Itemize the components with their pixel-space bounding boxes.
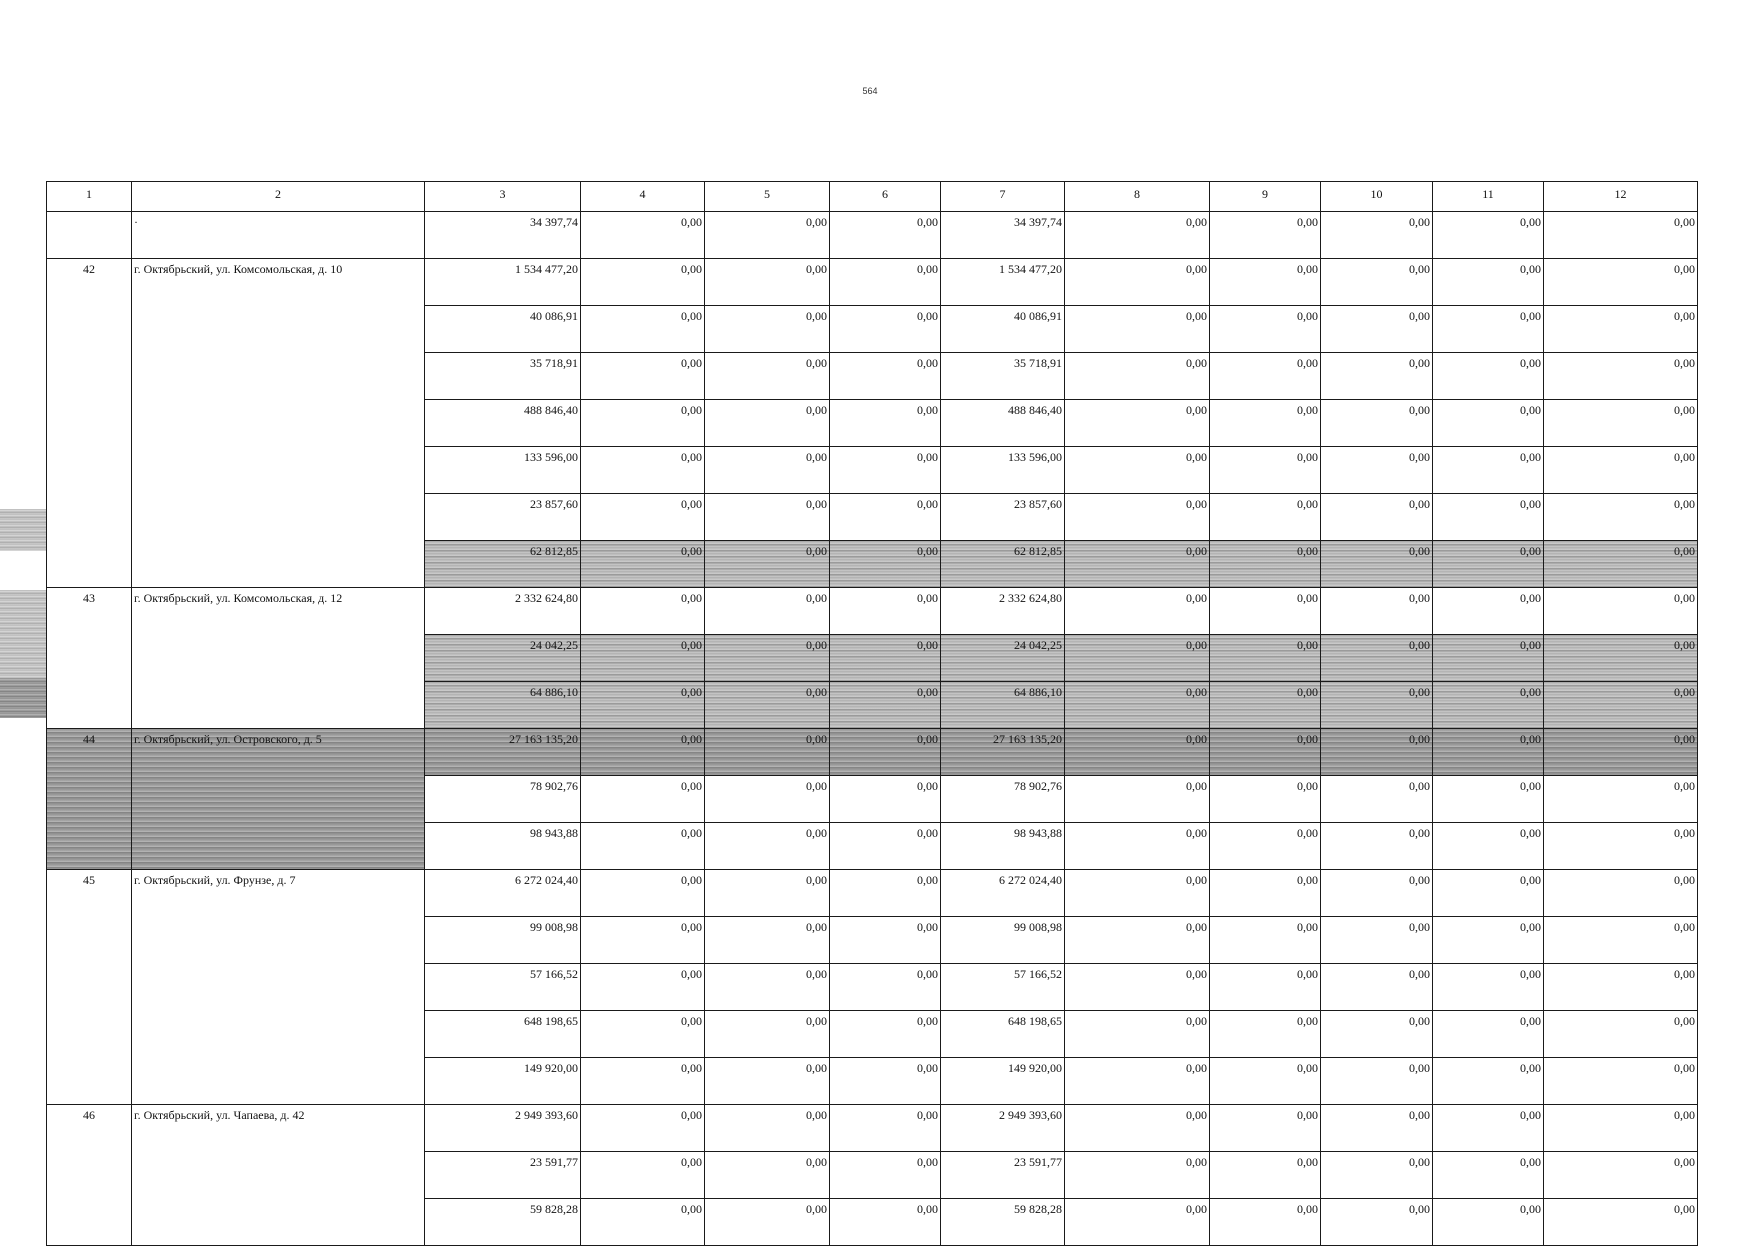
value-cell: 0,00 (1433, 635, 1544, 682)
value-cell: 0,00 (581, 823, 705, 870)
value-cell: 0,00 (1433, 964, 1544, 1011)
column-header: 6 (830, 182, 941, 212)
value-cell: 0,00 (1321, 494, 1433, 541)
value-cell: 0,00 (1065, 541, 1210, 588)
value-cell: 0,00 (830, 729, 941, 776)
value-cell: 0,00 (1065, 964, 1210, 1011)
table-row (47, 1105, 1698, 1152)
column-header: 11 (1433, 182, 1544, 212)
value-cell: 0,00 (1065, 400, 1210, 447)
row-number-cell (47, 212, 132, 259)
value-cell: 0,00 (581, 964, 705, 1011)
value-cell: 0,00 (1210, 917, 1321, 964)
value-cell: 0,00 (830, 635, 941, 682)
value-cell: 0,00 (1433, 1199, 1544, 1246)
value-cell: 0,00 (830, 1058, 941, 1105)
value-cell: 0,00 (1065, 259, 1210, 306)
value-cell: 64 886,10 (425, 682, 581, 729)
value-cell: 0,00 (830, 541, 941, 588)
value-cell: 0,00 (1321, 823, 1433, 870)
value-cell: 0,00 (830, 1152, 941, 1199)
value-cell: 0,00 (705, 1058, 830, 1105)
value-cell: 0,00 (830, 212, 941, 259)
value-cell: 0,00 (1544, 729, 1698, 776)
scan-shade-left (0, 590, 46, 678)
value-cell: 0,00 (1433, 776, 1544, 823)
value-cell: 0,00 (830, 1199, 941, 1246)
data-table (46, 181, 1698, 1246)
value-cell: 0,00 (705, 588, 830, 635)
scan-shade-left (0, 509, 46, 551)
address-cell: г. Октябрьский, ул. Островского, д. 5 (132, 729, 425, 870)
value-cell: 62 812,85 (941, 541, 1065, 588)
value-cell: 648 198,65 (941, 1011, 1065, 1058)
value-cell: 0,00 (581, 400, 705, 447)
value-cell: 0,00 (705, 259, 830, 306)
value-cell: 0,00 (1433, 212, 1544, 259)
value-cell: 0,00 (1210, 447, 1321, 494)
value-cell: 0,00 (1433, 588, 1544, 635)
value-cell: 0,00 (1544, 1105, 1698, 1152)
value-cell: 0,00 (1433, 447, 1544, 494)
value-cell: 0,00 (705, 400, 830, 447)
value-cell: 0,00 (705, 917, 830, 964)
value-cell: 0,00 (581, 1011, 705, 1058)
value-cell: 0,00 (1210, 1058, 1321, 1105)
value-cell: 0,00 (1544, 1058, 1698, 1105)
value-cell: 0,00 (1544, 776, 1698, 823)
value-cell: 0,00 (830, 682, 941, 729)
column-header: 8 (1065, 182, 1210, 212)
value-cell: 0,00 (1544, 1152, 1698, 1199)
value-cell: 0,00 (830, 1011, 941, 1058)
value-cell: 0,00 (705, 1011, 830, 1058)
value-cell: 0,00 (1321, 1011, 1433, 1058)
value-cell: 0,00 (1065, 494, 1210, 541)
value-cell: 0,00 (581, 541, 705, 588)
table-row (47, 588, 1698, 635)
value-cell: 0,00 (1544, 306, 1698, 353)
value-cell: 0,00 (830, 964, 941, 1011)
value-cell: 0,00 (1210, 494, 1321, 541)
table-row (47, 259, 1698, 306)
value-cell: 0,00 (1065, 212, 1210, 259)
value-cell: 35 718,91 (425, 353, 581, 400)
value-cell: 0,00 (830, 306, 941, 353)
page-number: 564 (862, 86, 878, 96)
column-header: 3 (425, 182, 581, 212)
value-cell: 0,00 (1210, 1105, 1321, 1152)
value-cell: 98 943,88 (425, 823, 581, 870)
value-cell: 0,00 (705, 823, 830, 870)
value-cell: 0,00 (705, 1152, 830, 1199)
value-cell: 0,00 (1065, 1011, 1210, 1058)
value-cell: 0,00 (1065, 917, 1210, 964)
value-cell: 648 198,65 (425, 1011, 581, 1058)
value-cell: 0,00 (581, 917, 705, 964)
value-cell: 0,00 (705, 1199, 830, 1246)
value-cell: 0,00 (1210, 259, 1321, 306)
value-cell: 59 828,28 (425, 1199, 581, 1246)
value-cell: 34 397,74 (941, 212, 1065, 259)
value-cell: 0,00 (830, 917, 941, 964)
value-cell: 99 008,98 (425, 917, 581, 964)
value-cell: 0,00 (1544, 964, 1698, 1011)
value-cell: 6 272 024,40 (425, 870, 581, 917)
address-cell: · (132, 212, 425, 259)
value-cell: 0,00 (1321, 259, 1433, 306)
value-cell: 0,00 (1065, 1199, 1210, 1246)
value-cell: 0,00 (1065, 1058, 1210, 1105)
value-cell: 0,00 (1210, 729, 1321, 776)
value-cell: 2 332 624,80 (425, 588, 581, 635)
value-cell: 0,00 (1544, 259, 1698, 306)
value-cell: 59 828,28 (941, 1199, 1065, 1246)
value-cell: 0,00 (1433, 400, 1544, 447)
value-cell: 133 596,00 (425, 447, 581, 494)
column-header: 4 (581, 182, 705, 212)
value-cell: 0,00 (581, 353, 705, 400)
value-cell: 0,00 (1433, 870, 1544, 917)
value-cell: 0,00 (1210, 682, 1321, 729)
value-cell: 0,00 (705, 682, 830, 729)
value-cell: 0,00 (1321, 729, 1433, 776)
value-cell: 34 397,74 (425, 212, 581, 259)
column-header: 2 (132, 182, 425, 212)
value-cell: 27 163 135,20 (425, 729, 581, 776)
value-cell: 1 534 477,20 (425, 259, 581, 306)
value-cell: 0,00 (1433, 1011, 1544, 1058)
value-cell: 0,00 (1210, 1011, 1321, 1058)
value-cell: 0,00 (1321, 870, 1433, 917)
value-cell: 0,00 (705, 964, 830, 1011)
value-cell: 0,00 (1065, 353, 1210, 400)
value-cell: 0,00 (1065, 588, 1210, 635)
data-table-container (46, 181, 1697, 1216)
value-cell: 0,00 (830, 353, 941, 400)
value-cell: 0,00 (1321, 588, 1433, 635)
value-cell: 0,00 (581, 1199, 705, 1246)
value-cell: 23 591,77 (941, 1152, 1065, 1199)
value-cell: 0,00 (1433, 1152, 1544, 1199)
value-cell: 0,00 (1210, 823, 1321, 870)
row-number-cell: 42 (47, 259, 132, 588)
value-cell: 0,00 (1210, 353, 1321, 400)
value-cell: 40 086,91 (425, 306, 581, 353)
value-cell: 0,00 (1544, 353, 1698, 400)
value-cell: 23 591,77 (425, 1152, 581, 1199)
value-cell: 0,00 (1544, 870, 1698, 917)
value-cell: 0,00 (830, 1105, 941, 1152)
value-cell: 149 920,00 (425, 1058, 581, 1105)
row-number-cell: 43 (47, 588, 132, 729)
value-cell: 0,00 (1544, 1011, 1698, 1058)
value-cell: 0,00 (830, 823, 941, 870)
value-cell: 24 042,25 (941, 635, 1065, 682)
value-cell: 133 596,00 (941, 447, 1065, 494)
value-cell: 0,00 (830, 588, 941, 635)
value-cell: 0,00 (1321, 1152, 1433, 1199)
value-cell: 0,00 (1210, 776, 1321, 823)
value-cell: 488 846,40 (941, 400, 1065, 447)
value-cell: 2 949 393,60 (425, 1105, 581, 1152)
value-cell: 0,00 (581, 1105, 705, 1152)
value-cell: 0,00 (1321, 776, 1433, 823)
value-cell: 0,00 (1065, 447, 1210, 494)
address-cell: г. Октябрьский, ул. Фрунзе, д. 7 (132, 870, 425, 1105)
value-cell: 0,00 (705, 870, 830, 917)
value-cell: 0,00 (1065, 776, 1210, 823)
value-cell: 0,00 (1065, 1152, 1210, 1199)
value-cell: 0,00 (581, 212, 705, 259)
column-header: 9 (1210, 182, 1321, 212)
value-cell: 0,00 (705, 494, 830, 541)
value-cell: 1 534 477,20 (941, 259, 1065, 306)
value-cell: 0,00 (1433, 541, 1544, 588)
value-cell: 0,00 (1433, 353, 1544, 400)
column-number-header-row (47, 182, 1698, 212)
table-row (47, 212, 1698, 259)
value-cell: 0,00 (1433, 729, 1544, 776)
row-number-cell: 45 (47, 870, 132, 1105)
value-cell: 0,00 (1321, 682, 1433, 729)
value-cell: 98 943,88 (941, 823, 1065, 870)
value-cell: 0,00 (1321, 212, 1433, 259)
value-cell: 0,00 (1433, 494, 1544, 541)
value-cell: 0,00 (1065, 306, 1210, 353)
value-cell: 0,00 (1433, 1105, 1544, 1152)
column-header: 10 (1321, 182, 1433, 212)
value-cell: 0,00 (1321, 964, 1433, 1011)
value-cell: 149 920,00 (941, 1058, 1065, 1105)
value-cell: 78 902,76 (425, 776, 581, 823)
value-cell: 0,00 (1321, 447, 1433, 494)
value-cell: 0,00 (1321, 1105, 1433, 1152)
value-cell: 64 886,10 (941, 682, 1065, 729)
value-cell: 0,00 (1321, 400, 1433, 447)
value-cell: 0,00 (1321, 541, 1433, 588)
value-cell: 2 949 393,60 (941, 1105, 1065, 1152)
value-cell: 0,00 (1065, 1105, 1210, 1152)
value-cell: 35 718,91 (941, 353, 1065, 400)
value-cell: 0,00 (1544, 588, 1698, 635)
value-cell: 0,00 (581, 1058, 705, 1105)
value-cell: 0,00 (1210, 870, 1321, 917)
value-cell: 0,00 (1210, 588, 1321, 635)
value-cell: 0,00 (705, 635, 830, 682)
column-header: 5 (705, 182, 830, 212)
value-cell: 23 857,60 (941, 494, 1065, 541)
value-cell: 0,00 (581, 870, 705, 917)
value-cell: 0,00 (1433, 917, 1544, 964)
value-cell: 0,00 (581, 682, 705, 729)
value-cell: 0,00 (705, 447, 830, 494)
value-cell: 0,00 (1544, 635, 1698, 682)
value-cell: 0,00 (705, 353, 830, 400)
value-cell: 0,00 (1433, 1058, 1544, 1105)
value-cell: 0,00 (1210, 1152, 1321, 1199)
value-cell: 0,00 (1321, 1199, 1433, 1246)
value-cell: 0,00 (1544, 447, 1698, 494)
value-cell: 0,00 (1065, 823, 1210, 870)
value-cell: 0,00 (1210, 306, 1321, 353)
value-cell: 0,00 (705, 541, 830, 588)
value-cell: 57 166,52 (425, 964, 581, 1011)
value-cell: 0,00 (1065, 729, 1210, 776)
value-cell: 0,00 (705, 1105, 830, 1152)
value-cell: 0,00 (705, 212, 830, 259)
value-cell: 0,00 (830, 259, 941, 306)
value-cell: 0,00 (1210, 1199, 1321, 1246)
table-row (47, 870, 1698, 917)
value-cell: 0,00 (1210, 964, 1321, 1011)
value-cell: 40 086,91 (941, 306, 1065, 353)
scan-shade-left (0, 678, 46, 718)
address-cell: г. Октябрьский, ул. Комсомольская, д. 12 (132, 588, 425, 729)
value-cell: 0,00 (581, 588, 705, 635)
value-cell: 0,00 (1065, 635, 1210, 682)
value-cell: 0,00 (1544, 917, 1698, 964)
value-cell: 0,00 (1321, 353, 1433, 400)
column-header: 1 (47, 182, 132, 212)
value-cell: 0,00 (1433, 682, 1544, 729)
value-cell: 0,00 (581, 1152, 705, 1199)
value-cell: 0,00 (1065, 682, 1210, 729)
value-cell: 0,00 (705, 776, 830, 823)
row-number-cell: 44 (47, 729, 132, 870)
value-cell: 0,00 (830, 870, 941, 917)
address-cell: г. Октябрьский, ул. Чапаева, д. 42 (132, 1105, 425, 1246)
value-cell: 0,00 (1433, 823, 1544, 870)
value-cell: 0,00 (830, 494, 941, 541)
column-header: 7 (941, 182, 1065, 212)
value-cell: 0,00 (1544, 541, 1698, 588)
value-cell: 0,00 (581, 635, 705, 682)
value-cell: 0,00 (1321, 635, 1433, 682)
table-row (47, 729, 1698, 776)
value-cell: 0,00 (581, 447, 705, 494)
value-cell: 99 008,98 (941, 917, 1065, 964)
value-cell: 488 846,40 (425, 400, 581, 447)
value-cell: 0,00 (1544, 682, 1698, 729)
row-number-cell: 46 (47, 1105, 132, 1246)
address-cell: г. Октябрьский, ул. Комсомольская, д. 10 (132, 259, 425, 588)
value-cell: 0,00 (581, 259, 705, 306)
value-cell: 0,00 (830, 400, 941, 447)
table-body (47, 182, 1698, 1246)
value-cell: 23 857,60 (425, 494, 581, 541)
value-cell: 0,00 (830, 776, 941, 823)
value-cell: 0,00 (705, 729, 830, 776)
value-cell: 2 332 624,80 (941, 588, 1065, 635)
value-cell: 27 163 135,20 (941, 729, 1065, 776)
value-cell: 57 166,52 (941, 964, 1065, 1011)
value-cell: 0,00 (1210, 541, 1321, 588)
value-cell: 0,00 (1210, 212, 1321, 259)
value-cell: 0,00 (581, 729, 705, 776)
value-cell: 6 272 024,40 (941, 870, 1065, 917)
value-cell: 0,00 (581, 776, 705, 823)
value-cell: 0,00 (705, 306, 830, 353)
value-cell: 62 812,85 (425, 541, 581, 588)
value-cell: 0,00 (581, 306, 705, 353)
value-cell: 0,00 (581, 494, 705, 541)
value-cell: 0,00 (830, 447, 941, 494)
value-cell: 0,00 (1544, 212, 1698, 259)
column-header: 12 (1544, 182, 1698, 212)
value-cell: 24 042,25 (425, 635, 581, 682)
value-cell: 0,00 (1433, 259, 1544, 306)
value-cell: 0,00 (1321, 306, 1433, 353)
value-cell: 0,00 (1544, 1199, 1698, 1246)
value-cell: 0,00 (1544, 400, 1698, 447)
value-cell: 0,00 (1321, 917, 1433, 964)
value-cell: 0,00 (1544, 494, 1698, 541)
value-cell: 0,00 (1321, 1058, 1433, 1105)
value-cell: 0,00 (1065, 870, 1210, 917)
value-cell: 78 902,76 (941, 776, 1065, 823)
value-cell: 0,00 (1433, 306, 1544, 353)
value-cell: 0,00 (1210, 635, 1321, 682)
value-cell: 0,00 (1210, 400, 1321, 447)
value-cell: 0,00 (1544, 823, 1698, 870)
